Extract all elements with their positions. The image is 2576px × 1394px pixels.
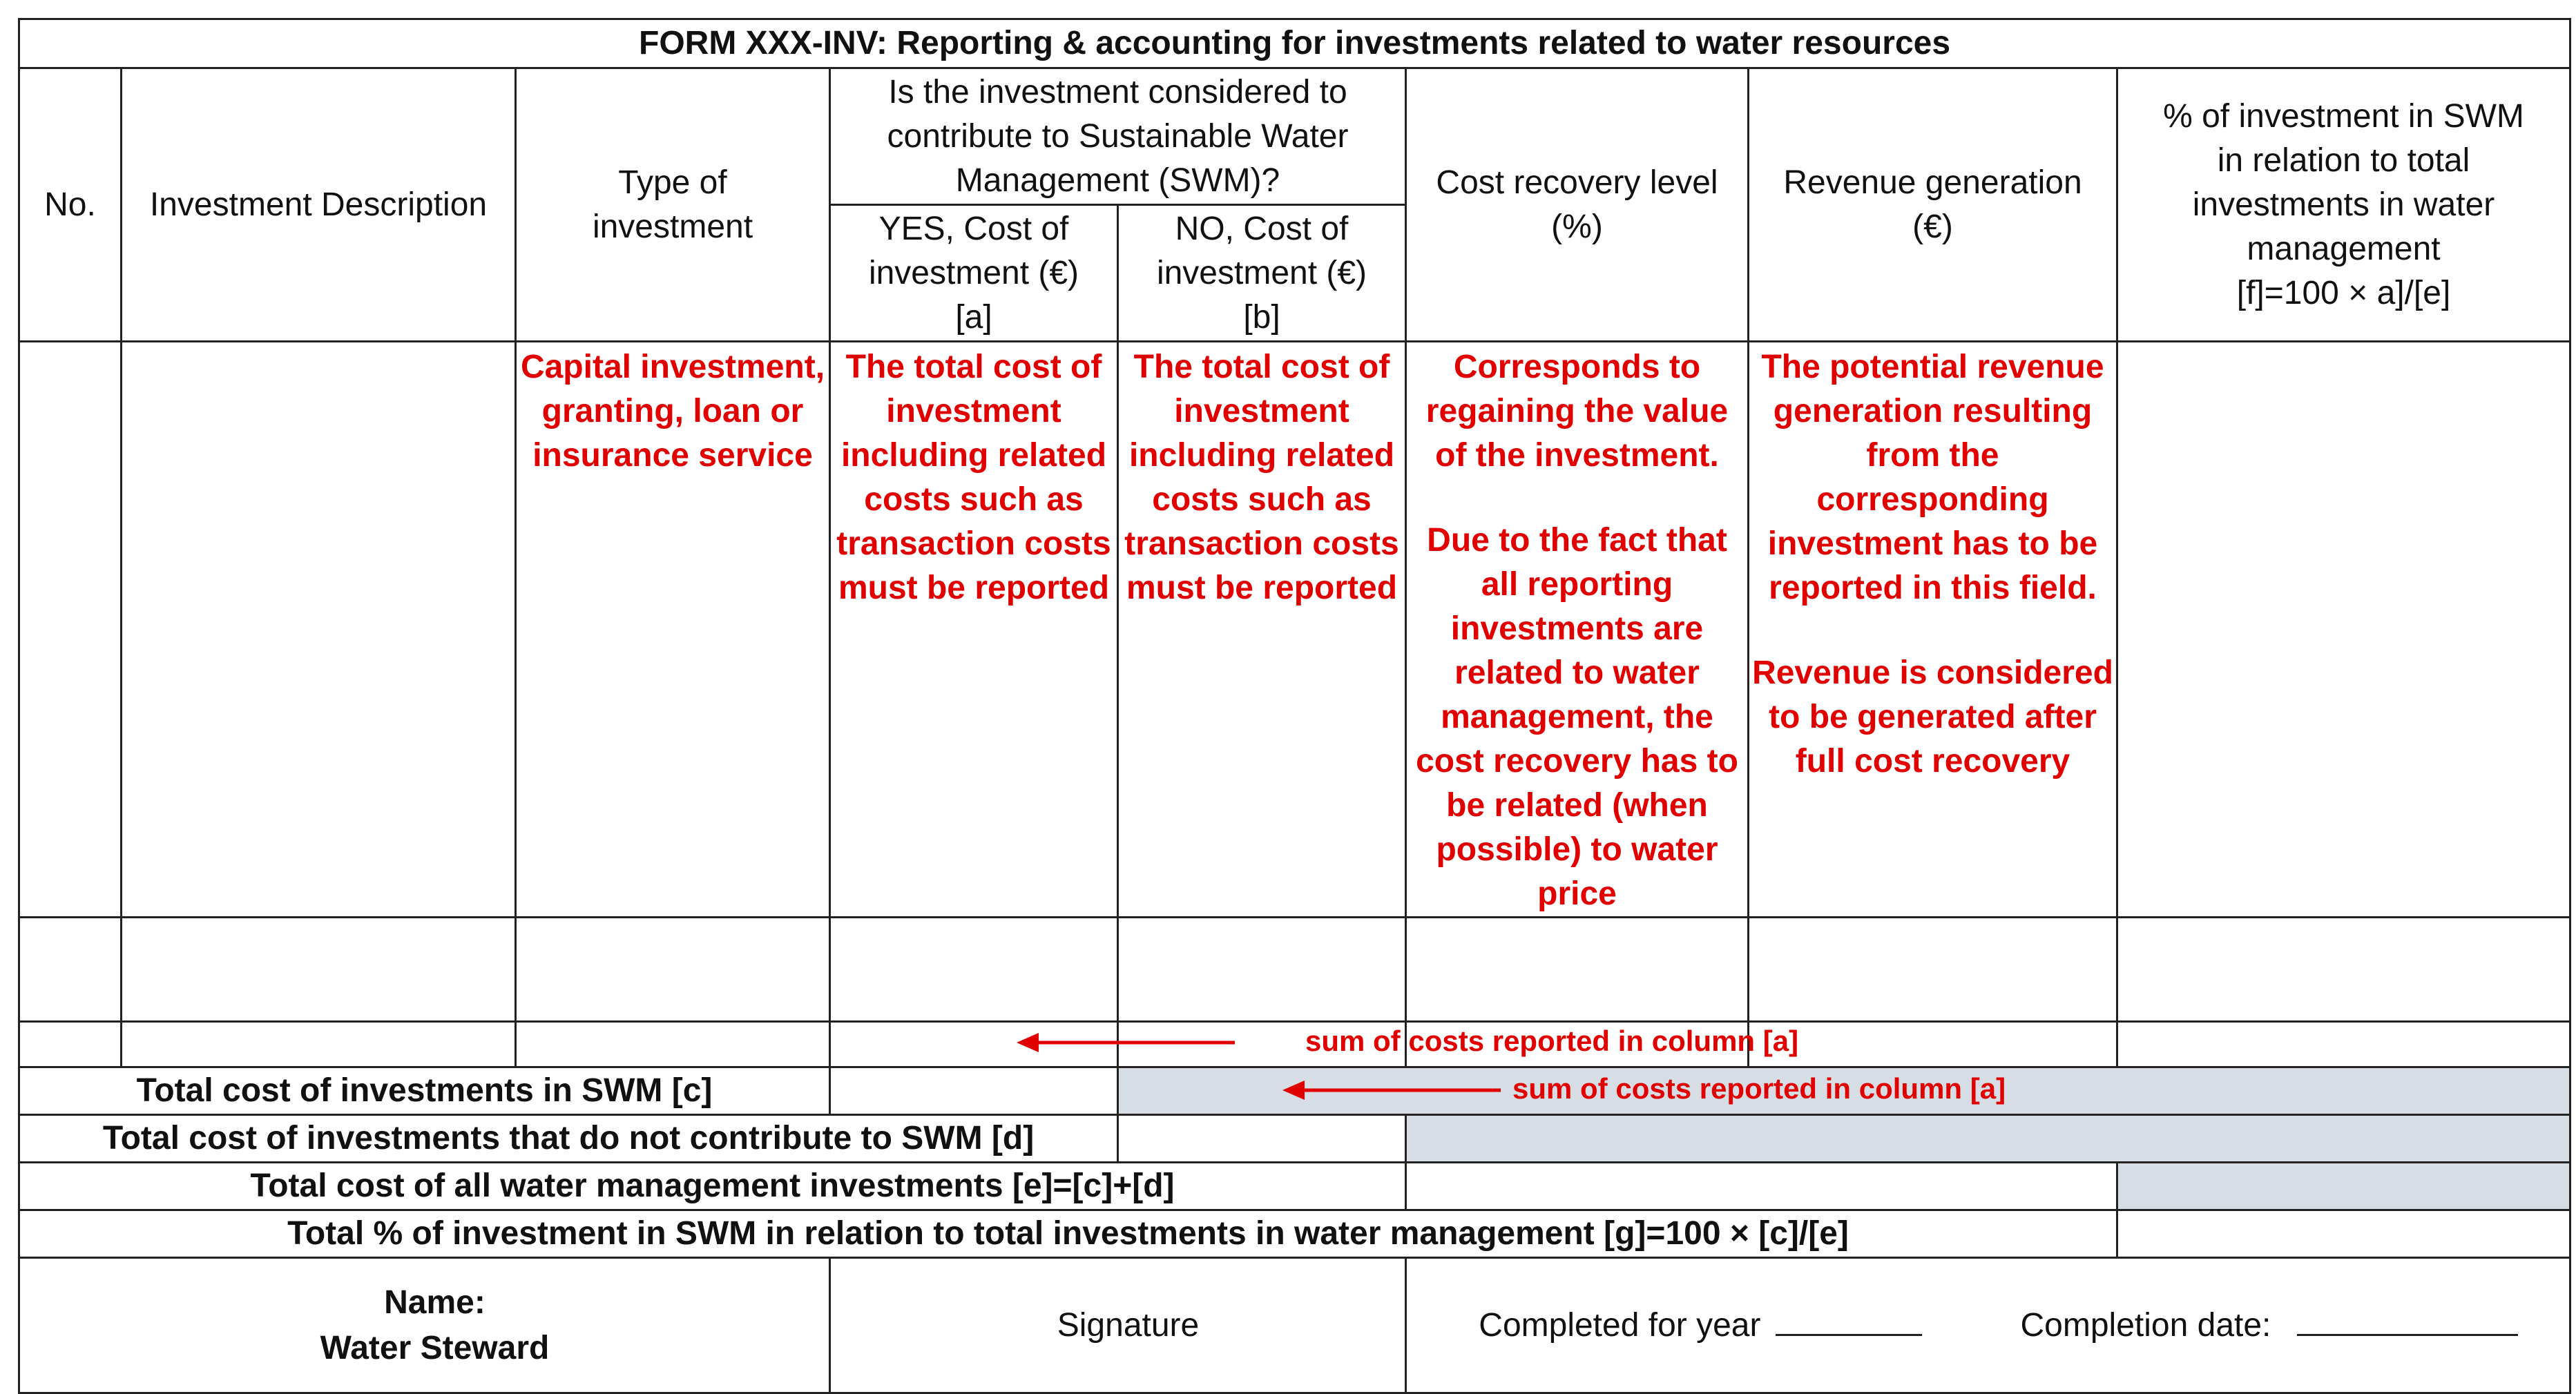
signature-field[interactable] [830, 1258, 1406, 1393]
note-line: related to water [1454, 655, 1700, 691]
name-value: Water Steward [320, 1329, 550, 1366]
note-line: reported in this field. [1769, 570, 2097, 606]
note-line: Corresponds to [1453, 349, 1701, 385]
note-line: be related (when [1446, 787, 1708, 824]
note-line: The total cost of [845, 349, 1102, 385]
table-row [19, 918, 2570, 1022]
header-type-of-investment: Type of investment [516, 68, 830, 342]
note-line: transaction costs [1124, 525, 1399, 562]
total-e-label: Total cost of all water management investments [e]=[c]+[d] [19, 1163, 1406, 1210]
note-line: transaction costs [836, 525, 1111, 562]
note-line: must be reported [838, 570, 1110, 606]
note-line: investment [1174, 393, 1349, 429]
shaded-area-d [1406, 1115, 2570, 1163]
note-line: granting, loan or [541, 393, 804, 429]
note-type-of-investment [516, 342, 830, 918]
arrow-left-icon [1015, 1029, 1236, 1056]
note-line: from the [1866, 437, 1999, 474]
note-line: cost recovery has to [1416, 743, 1738, 780]
note-line: insurance service [532, 437, 813, 474]
note-line: costs such as [864, 481, 1084, 518]
note-line: possible) to water [1436, 831, 1718, 868]
note-line: including related [840, 437, 1107, 474]
header-no: No. [19, 68, 122, 342]
note-line: price [1537, 875, 1617, 912]
note-line: Due to the fact that [1427, 522, 1727, 559]
header-swm-percentage: % of investment in SWM in relation to total investments in water management [f]=100 × a]/[e] [2117, 68, 2570, 342]
note-line: including related [1128, 437, 1395, 474]
note-line: management, the [1441, 699, 1713, 735]
header-revenue-generation: Revenue generation (€) [1749, 68, 2117, 342]
note-line: costs such as [1152, 481, 1372, 518]
completion-field [1406, 1258, 2570, 1393]
total-g-label: Total % of investment in SWM in relation to total investments in water management [g]=100 × [c]/[e] [19, 1210, 2117, 1258]
note-line: The potential revenue [1761, 349, 2104, 385]
note-line: investments are [1450, 610, 1704, 647]
total-g-value[interactable] [2117, 1210, 2570, 1258]
header-yes-cost: YES, Cost of investment (€) [a] [830, 205, 1118, 342]
shaded-area-e [2117, 1163, 2570, 1210]
note-line: all reporting [1481, 566, 1673, 603]
note-line: The total cost of [1133, 349, 1390, 385]
total-e-value[interactable] [1406, 1163, 2117, 1210]
year-blank[interactable] [1776, 1304, 1922, 1336]
note-no-cost [1118, 342, 1406, 918]
cell-percentage-1[interactable] [2117, 342, 2570, 918]
cell-no-1[interactable] [19, 342, 122, 918]
note-sum-c: sum of costs reported in column [a] [1305, 1025, 1799, 1057]
note-line: investment [886, 393, 1061, 429]
name-field[interactable] [19, 1258, 830, 1393]
date-blank[interactable] [2297, 1304, 2518, 1336]
header-no-cost: NO, Cost of investment (€) [b] [1118, 205, 1406, 342]
note-line: investment has to be [1767, 525, 2098, 562]
header-investment-description: Investment Description [122, 68, 516, 342]
note-cost-recovery [1406, 342, 1749, 918]
note-line: Revenue is considered [1752, 655, 2113, 691]
form-title: FORM XXX-INV: Reporting & accounting for investments related to water resources [19, 19, 2570, 68]
investment-form [18, 18, 2569, 1366]
form-table [18, 18, 2571, 1394]
total-c-label: Total cost of investments in SWM [c] [19, 1067, 830, 1115]
note-line: full cost recovery [1795, 743, 2070, 780]
note-line: must be reported [1126, 570, 1398, 606]
date-label: Completion date: [2020, 1306, 2271, 1344]
header-swm-question: Is the investment considered to contribute to Sustainable Water Management (SWM)? [830, 68, 1406, 205]
note-revenue-generation [1749, 342, 2117, 918]
note-line: of the investment. [1435, 437, 1719, 474]
header-cost-recovery: Cost recovery level (%) [1406, 68, 1749, 342]
table-row [19, 1022, 2570, 1067]
note-sum-d: sum of costs reported in column [a] [1512, 1072, 2006, 1105]
total-d-value[interactable] [1118, 1115, 1406, 1163]
signature-label: Signature [1057, 1306, 1200, 1344]
note-line: corresponding [1816, 481, 2049, 518]
cell-description-1[interactable] [122, 342, 516, 918]
note-line: to be generated after [1769, 699, 2097, 735]
note-yes-cost [830, 342, 1118, 918]
total-d-label: Total cost of investments that do not contribute to SWM [d] [19, 1115, 1118, 1163]
note-line: generation resulting [1773, 393, 2093, 429]
arrow-left-icon [1281, 1076, 1502, 1104]
year-label: Completed for year [1479, 1306, 1761, 1344]
note-line: Capital investment, [520, 349, 825, 385]
note-line: regaining the value [1425, 393, 1729, 429]
total-c-value[interactable] [830, 1067, 1118, 1115]
name-label: Name: [384, 1284, 486, 1321]
